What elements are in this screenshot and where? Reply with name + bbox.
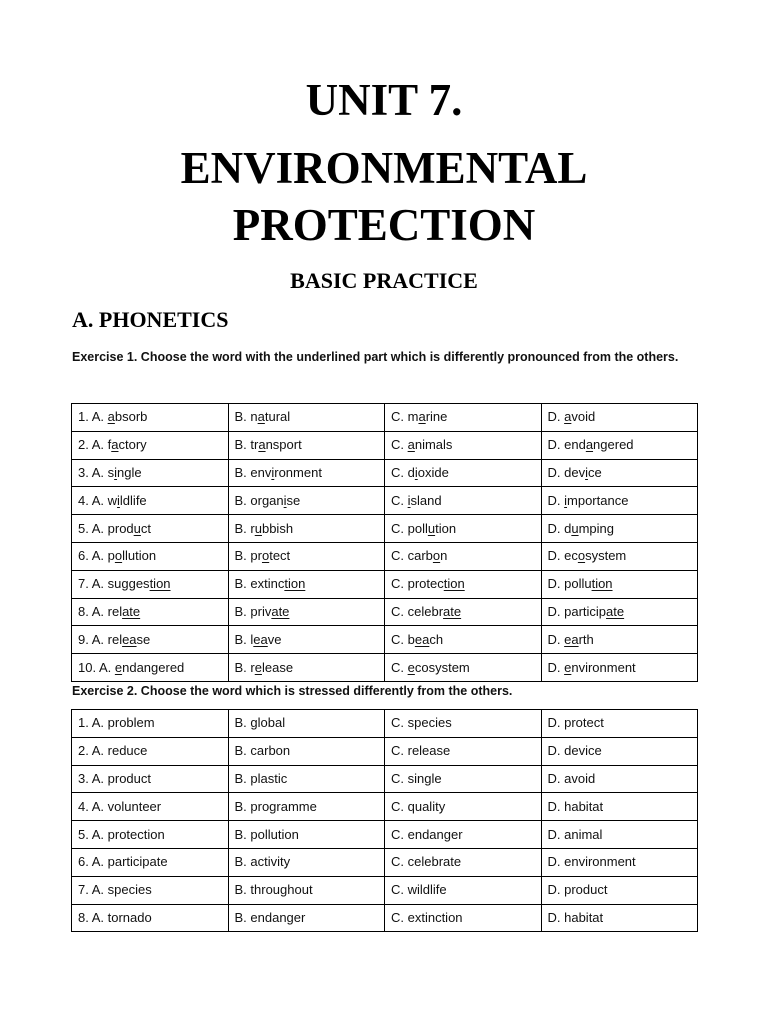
option-c <box>385 570 542 598</box>
underlined-part: ate <box>443 603 462 619</box>
word-part: B. env <box>234 464 272 480</box>
underlined-part: a <box>407 437 415 453</box>
option-d <box>541 515 698 543</box>
underlined-part: ea <box>253 631 268 647</box>
word-part: C. <box>391 659 408 675</box>
option-d <box>541 654 698 682</box>
exercise-1-instruction: Exercise 1. Choose the word with the underlined part which is differently pronounced from the others. <box>72 350 679 364</box>
option-b <box>228 515 385 543</box>
option-a: 5. A. protection <box>72 821 229 849</box>
section-heading-phonetics: A. PHONETICS <box>72 307 229 332</box>
option-a: 3. A. product <box>72 765 229 793</box>
word-part: B. pr <box>234 548 262 564</box>
word-part: C. b <box>391 631 415 647</box>
option-c: C. single <box>385 765 542 793</box>
table-row <box>72 710 698 738</box>
table-row <box>72 570 698 598</box>
option-a <box>72 459 229 487</box>
word-part: llution <box>122 548 157 564</box>
underlined-part: o <box>114 548 123 564</box>
word-part: se <box>136 631 151 647</box>
word-part: bsorb <box>114 409 148 425</box>
word-part: rine <box>425 409 448 425</box>
option-a <box>72 515 229 543</box>
table-row <box>72 459 698 487</box>
table-row <box>72 487 698 515</box>
word-part: C. carb <box>391 548 433 564</box>
option-a <box>72 654 229 682</box>
option-c: C. extinction <box>385 904 542 932</box>
option-b <box>228 404 385 432</box>
underlined-part: i <box>271 464 275 480</box>
word-part: se <box>286 492 301 508</box>
table-row <box>72 765 698 793</box>
underlined-part: o <box>261 548 270 564</box>
option-a: 4. A. volunteer <box>72 793 229 821</box>
word-part: 3. A. s <box>78 464 115 480</box>
underlined-part: ate <box>271 603 290 619</box>
underlined-part: a <box>585 437 594 453</box>
word-part: ndangered <box>122 659 185 675</box>
word-part: tect <box>269 548 291 564</box>
option-d: D. avoid <box>541 765 698 793</box>
word-part: n <box>440 548 448 564</box>
option-b: B. throughout <box>228 876 385 904</box>
table-row <box>72 793 698 821</box>
option-b <box>228 598 385 626</box>
word-part: tural <box>264 409 291 425</box>
option-d <box>541 431 698 459</box>
option-d: D. protect <box>541 710 698 738</box>
option-d <box>541 598 698 626</box>
word-part: D. end <box>547 437 586 453</box>
table-row <box>72 821 698 849</box>
option-b: B. carbon <box>228 737 385 765</box>
word-part: nvironment <box>571 659 636 675</box>
underlined-part: o <box>577 548 586 564</box>
table-row <box>72 542 698 570</box>
word-part: D. pollu <box>547 576 592 592</box>
word-part: 2. A. f <box>78 437 112 453</box>
underlined-part: a <box>418 409 426 425</box>
word-part: C. m <box>391 409 419 425</box>
option-b: B. pollution <box>228 821 385 849</box>
word-part: ce <box>587 464 602 480</box>
underlined-part: tion <box>284 576 306 592</box>
option-d: D. habitat <box>541 793 698 821</box>
word-part: D. d <box>547 520 572 536</box>
exercise-1-body <box>72 404 698 682</box>
option-b: B. endanger <box>228 904 385 932</box>
section-subtitle: BASIC PRACTICE <box>290 268 478 293</box>
table-row <box>72 626 698 654</box>
word-part: C. celebr <box>391 603 444 619</box>
underlined-part: e <box>564 659 572 675</box>
unit-title: UNIT 7. <box>305 75 463 125</box>
table-row <box>72 431 698 459</box>
option-b <box>228 542 385 570</box>
word-part: C. <box>391 437 408 453</box>
word-part: B. r <box>234 520 255 536</box>
word-part: D. ec <box>547 548 578 564</box>
option-d: D. product <box>541 876 698 904</box>
underlined-part: e <box>114 659 123 675</box>
underlined-part: u <box>427 520 436 536</box>
underlined-part: tion <box>591 576 613 592</box>
option-d <box>541 487 698 515</box>
table-row <box>72 404 698 432</box>
option-d <box>541 570 698 598</box>
word-part: nimals <box>414 437 453 453</box>
option-a <box>72 404 229 432</box>
option-b <box>228 487 385 515</box>
underlined-part: ate <box>122 603 141 619</box>
option-a: 8. A. tornado <box>72 904 229 932</box>
option-a: 7. A. species <box>72 876 229 904</box>
word-part: ctory <box>118 437 147 453</box>
option-c: C. celebrate <box>385 848 542 876</box>
underlined-part: i <box>114 464 118 480</box>
option-c: C. release <box>385 737 542 765</box>
option-a: 1. A. problem <box>72 710 229 738</box>
underlined-part: ea <box>414 631 430 647</box>
word-part: system <box>585 548 627 564</box>
option-d <box>541 404 698 432</box>
word-part: bbish <box>261 520 294 536</box>
word-part: ronment <box>274 464 322 480</box>
word-part: sland <box>410 492 442 508</box>
word-part: B. organ <box>234 492 284 508</box>
word-part: ve <box>267 631 282 647</box>
underlined-part: u <box>254 520 262 536</box>
underlined-part: ea <box>564 631 579 647</box>
underlined-part: u <box>571 520 579 536</box>
option-d: D. device <box>541 737 698 765</box>
word-part: 10. A. <box>78 659 115 675</box>
word-part: rth <box>578 631 594 647</box>
option-b: B. activity <box>228 848 385 876</box>
underlined-part: e <box>407 659 415 675</box>
word-part: mportance <box>567 492 629 508</box>
word-part: B. l <box>234 631 254 647</box>
word-part: 1. A. <box>78 409 108 425</box>
option-a <box>72 542 229 570</box>
word-part: 7. A. sugges <box>78 576 150 592</box>
word-part: 6. A. p <box>78 548 115 564</box>
word-part: B. priv <box>234 603 272 619</box>
option-a <box>72 570 229 598</box>
word-part: B. n <box>234 409 258 425</box>
underlined-part: a <box>564 409 572 425</box>
underlined-part: tion <box>149 576 171 592</box>
option-a: 6. A. participate <box>72 848 229 876</box>
word-part: D. particip <box>547 603 607 619</box>
option-b <box>228 459 385 487</box>
option-c: C. wildlife <box>385 876 542 904</box>
underlined-part: i <box>414 464 418 480</box>
word-part: C. protec <box>391 576 444 592</box>
option-a <box>72 626 229 654</box>
option-a <box>72 431 229 459</box>
option-d: D. habitat <box>541 904 698 932</box>
underlined-part: i <box>117 492 120 508</box>
exercise-2-body <box>72 710 698 932</box>
underlined-part: u <box>133 520 141 536</box>
option-a <box>72 598 229 626</box>
underlined-part: e <box>254 659 262 675</box>
option-b: B. plastic <box>228 765 385 793</box>
underlined-part: i <box>564 492 568 508</box>
option-c <box>385 626 542 654</box>
word-part: ngle <box>117 464 142 480</box>
word-part: 9. A. rel <box>78 631 123 647</box>
option-b: B. programme <box>228 793 385 821</box>
table-row <box>72 515 698 543</box>
option-a: 2. A. reduce <box>72 737 229 765</box>
word-part: D. <box>547 631 565 647</box>
word-part: mping <box>578 520 614 536</box>
option-c <box>385 404 542 432</box>
word-part: D. <box>547 409 565 425</box>
underlined-part: a <box>258 437 266 453</box>
word-part: lease <box>261 659 294 675</box>
word-part: void <box>571 409 596 425</box>
table-row <box>72 876 698 904</box>
word-part: ct <box>140 520 152 536</box>
word-part: tion <box>435 520 457 536</box>
option-c <box>385 542 542 570</box>
underlined-part: i <box>283 492 287 508</box>
underlined-part: a <box>111 437 119 453</box>
word-part: B. tr <box>234 437 259 453</box>
option-c <box>385 515 542 543</box>
underlined-part: o <box>432 548 441 564</box>
exercise-1-table <box>71 403 698 682</box>
option-d: D. environment <box>541 848 698 876</box>
option-c <box>385 654 542 682</box>
table-row <box>72 737 698 765</box>
option-b <box>228 431 385 459</box>
exercise-2-table <box>71 709 698 932</box>
option-b <box>228 570 385 598</box>
option-d <box>541 626 698 654</box>
underlined-part: i <box>585 464 588 480</box>
word-part: C. <box>391 492 408 508</box>
word-part: oxide <box>417 464 449 480</box>
underlined-part: a <box>107 409 115 425</box>
underlined-part: i <box>407 492 411 508</box>
underlined-part: tion <box>443 576 465 592</box>
topic-title-line-2: PROTECTION <box>232 200 536 250</box>
option-c: C. species <box>385 710 542 738</box>
word-part: B. r <box>234 659 255 675</box>
word-part: nsport <box>265 437 302 453</box>
option-d: D. animal <box>541 821 698 849</box>
word-part: D. <box>547 659 565 675</box>
word-part: 8. A. rel <box>78 603 123 619</box>
underlined-part: ate <box>606 603 625 619</box>
word-part: ldlife <box>119 492 147 508</box>
table-row <box>72 654 698 682</box>
option-b: B. global <box>228 710 385 738</box>
word-part: C. poll <box>391 520 428 536</box>
option-c <box>385 459 542 487</box>
option-c <box>385 598 542 626</box>
word-part: D. <box>547 492 565 508</box>
word-part: 4. A. w <box>78 492 118 508</box>
exercise-2-instruction: Exercise 2. Choose the word which is stressed differently from the others. <box>72 684 513 698</box>
option-b <box>228 626 385 654</box>
option-c <box>385 431 542 459</box>
topic-title-line-1: ENVIRONMENTAL <box>180 143 588 193</box>
table-row <box>72 848 698 876</box>
word-part: D. dev <box>547 464 586 480</box>
table-row <box>72 598 698 626</box>
word-part: B. extinc <box>234 576 285 592</box>
word-part: C. d <box>391 464 415 480</box>
word-part: ngered <box>593 437 634 453</box>
option-a <box>72 487 229 515</box>
underlined-part: a <box>257 409 265 425</box>
word-part: cosystem <box>414 659 470 675</box>
table-row <box>72 904 698 932</box>
option-d <box>541 459 698 487</box>
option-c <box>385 487 542 515</box>
option-b <box>228 654 385 682</box>
option-c: C. quality <box>385 793 542 821</box>
option-d <box>541 542 698 570</box>
underlined-part: ea <box>122 631 137 647</box>
word-part: 5. A. prod <box>78 520 134 536</box>
word-part: ch <box>429 631 444 647</box>
option-c: C. endanger <box>385 821 542 849</box>
